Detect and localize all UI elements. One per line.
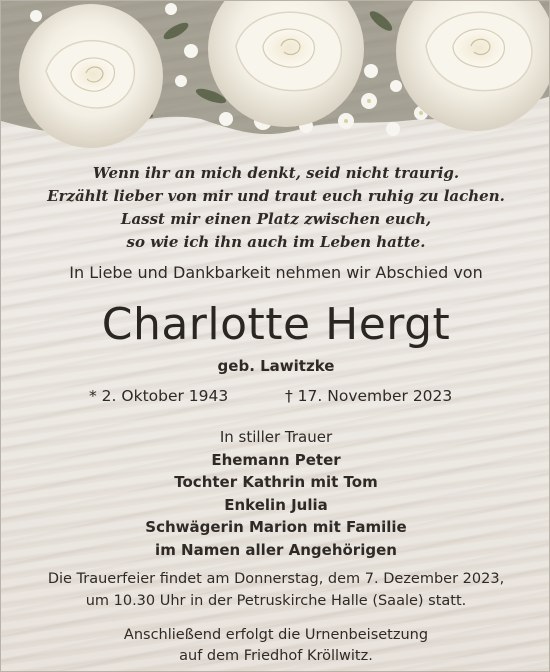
funeral-line: Die Trauerfeier findet am Donnerstag, dem 7. Dezember 2023, xyxy=(47,571,505,587)
farewell-intro: In Liebe und Dankbarkeit nehmen wir Abschied von xyxy=(69,263,483,282)
poem xyxy=(1,162,550,254)
mourner: Tochter Kathrin mit Tom xyxy=(174,473,378,491)
burial-notice xyxy=(1,625,550,667)
burial-line: Anschließend erfolgt die Urnenbeisetzung xyxy=(123,627,429,643)
death-date: † 17. November 2023 xyxy=(285,387,453,405)
mourner: Ehemann Peter xyxy=(211,450,341,469)
mourner: im Namen aller Angehörigen xyxy=(155,540,397,559)
deceased-name: Charlotte Hergt xyxy=(101,299,451,350)
mourning-heading: In stiller Trauer xyxy=(219,428,333,446)
funeral-line: um 10.30 Uhr in der Petruskirche Halle (Saale) statt. xyxy=(85,593,467,609)
poem-line: so wie ich ihn auch im Leben hatte. xyxy=(126,233,426,251)
birth-name: geb. Lawitzke xyxy=(217,357,335,375)
mourners-list xyxy=(1,426,550,561)
mourner: Enkelin Julia xyxy=(224,495,328,514)
white-roses-image xyxy=(1,1,550,151)
birth-date: * 2. Oktober 1943 xyxy=(89,387,229,405)
mourner: Schwägerin Marion mit Familie xyxy=(145,518,407,536)
poem-line: Lasst mir einen Platz zwischen euch, xyxy=(120,210,432,228)
poem-line: Wenn ihr an mich denkt, seid nicht traurig. xyxy=(92,164,460,182)
funeral-notice xyxy=(1,568,550,612)
burial-line: auf dem Friedhof Kröllwitz. xyxy=(179,648,373,664)
poem-line: Erzählt lieber von mir und traut euch ruhig zu lachen. xyxy=(47,187,505,205)
